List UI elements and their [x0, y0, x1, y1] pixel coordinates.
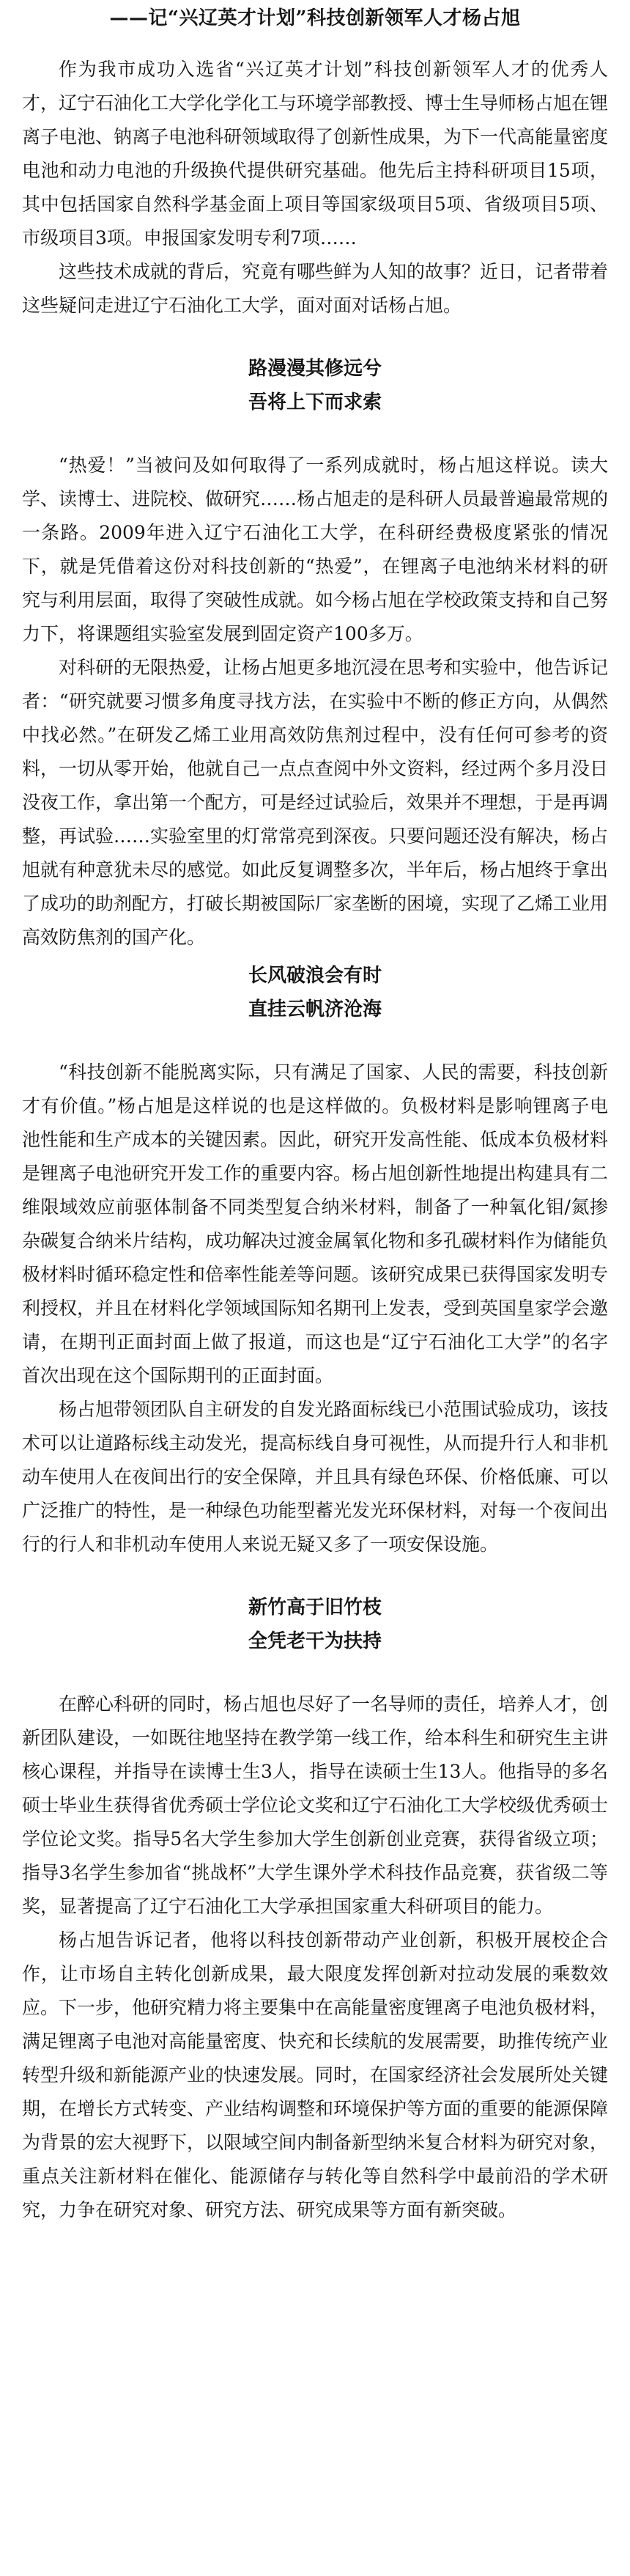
section-paragraph: “科技创新不能脱离实际，只有满足了国家、人民的需要，科技创新才有价值。”杨占旭是这样说的也是这样做的。负极材料是影响锂离子电池性能和生产成本的关键因素。因此，研究开发高性能、低成本负极材料是锂离子电池研究开发工作的重要内容。杨占旭创新性地提出构建具有二维限域效应前驱体制备不同类型复合纳米材料，制备了一种氧化钼/氮掺杂碳复合纳米片结构，成功解决过渡金属氧化物和多孔碳材料作为储能负极材料时循环稳定性和倍率性能差等问题。该研究成果已获得国家发明专利授权，并且在材料化学领域国际知名期刊上发表，受到英国皇家学会邀请，在期刊正面封面上做了报道，而这也是“辽宁石油化工大学”的名字首次出现在这个国际期刊的正面封面。 — [22, 1061, 609, 1386]
section-paragraph: 在醉心科研的同时，杨占旭也尽好了一名导师的责任，培养人才，创新团队建设，一如既往地坚持在教学第一线工作，给本科生和研究生主讲核心课程，并指导在读博士生3人，指导在读硕士生13人。他指导的多名硕士毕业生获得省优秀硕士学位论文奖和辽宁石油化工大学校级优秀硕士学位论文奖。指导5名大学生参加大学生创新创业竞赛，获得省级立项；指导3名学生参加省“挑战杯”大学生课外学术科技作品竞赛，获省级二等奖，显著提高了辽宁石油化工大学承担国家重大科研项目的能力。 — [22, 1693, 609, 1917]
section-heading-line: 新竹高于旧竹枝 — [248, 1597, 382, 1619]
section-paragraph: “热爱！”当被问及如何取得了一系列成就时，杨占旭这样说。读大学、读博士、进院校、做研究……杨占旭走的是科研人员最普遍最常规的一条路。2009年进入辽宁石油化工大学，在科研经费极度紧张的情况下，就是凭借着这份对科技创新的“热爱”，在锂离子电池纳米材料的研究与利用层面，取得了突破性成就。如今杨占旭在学校政策支持和自己努力下，将课题组实验室发展到固定资产100多万。 — [22, 455, 609, 644]
section-paragraph: 对科研的无限热爱，让杨占旭更多地沉浸在思考和实验中，他告诉记者：“研究就要习惯多角度寻找方法，在实验中不断的修正方向，从偶然中找必然。”在研发乙烯工业用高效防焦剂过程中，没有任何可参考的资料，一切从零开始，他就自己一点点查阅中外文资料，经过两个多月没日没夜工作，拿出第一个配方，可是经过试验后，效果并不理想，于是再调整，再试验……实验室里的灯常常亮到深夜。只要问题还没有解决，杨占旭就有种意犹未尽的感觉。如此反复调整多次，半年后，杨占旭终于拿出了成功的助剂配方，打破长期被国际厂家垄断的困境，实现了乙烯工业用高效防焦剂的国产化。 — [22, 657, 609, 948]
section-heading-line: 长风破浪会有时 — [248, 965, 382, 987]
section-heading-line: 全凭老干为扶持 — [248, 1630, 382, 1652]
section-paragraph: 杨占旭告诉记者，他将以科技创新带动产业创新，积极开展校企合作，让市场自主转化创新成果，最大限度发挥创新对拉动发展的乘数效应。下一步，他研究精力将主要集中在高能量密度锂离子电池负极材料，满足锂离子电池对高能量密度、快充和长续航的发展需要，助推传统产业转型升级和新能源产业的快速发展。同时，在国家经济社会发展所处关键期，在增长方式转变、产业结构调整和环境保护等方面的重要的能源保障为背景的宏大视野下，以限域空间内制备新型纳米复合材料为研究对象，重点关注新材料在催化、能源储存与转化等自然科学中最前沿的学术研究，力争在研究对象、研究方法、研究成果等方面有新突破。 — [22, 1929, 609, 2220]
section-heading — [22, 1591, 608, 1658]
section-heading — [22, 959, 608, 1026]
article — [22, 0, 608, 2227]
section-heading-line: 吾将上下而求索 — [248, 391, 382, 413]
section-paragraph: 杨占旭带领团队自主研发的自发光路面标线已小范围试验成功，该技术可以让道路标线主动发光，提高标线自身可视性，从而提升行人和非机动车使用人在夜间出行的安全保障，并且具有绿色环保、价格低廉、可以广泛推广的特性，是一种绿色功能型蓄光发光环保材料，对每一个夜间出行的行人和非机动车使用人来说无疑又多了一项安保设施。 — [22, 1399, 609, 1555]
intro-paragraph: 这些技术成就的背后，究竟有哪些鲜为人知的故事？近日，记者带着这些疑问走进辽宁石油化工大学，面对面对话杨占旭。 — [22, 261, 609, 316]
intro-paragraph: 作为我市成功入选省“兴辽英才计划”科技创新领军人才的优秀人才，辽宁石油化工大学化学化工与环境学部教授、博士生导师杨占旭在锂离子电池、钠离子电池科研领域取得了创新性成果，为下一代高能量密度电池和动力电池的升级换代提供研究基础。他先后主持科研项目15项，其中包括国家自然科学基金面上项目等国家级项目5项、省级项目5项、市级项目3项。申报国家发明专利7项…… — [22, 59, 609, 249]
section-heading — [22, 352, 608, 419]
article-subtitle: ——记“兴辽英才计划”科技创新领军人才杨占旭 — [109, 7, 521, 29]
section-heading-line: 路漫漫其修远兮 — [248, 358, 382, 380]
section-heading-line: 直挂云帆济沧海 — [248, 998, 382, 1020]
